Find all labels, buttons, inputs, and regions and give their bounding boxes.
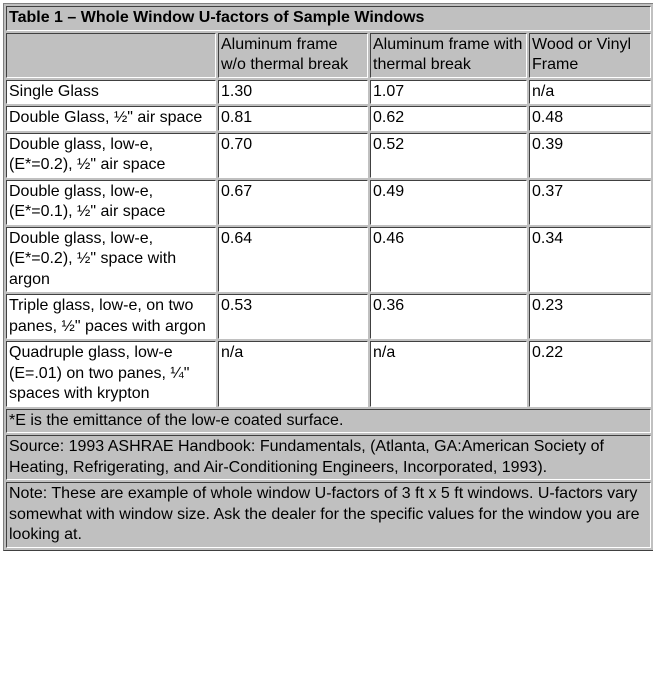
header-wood-vinyl: Wood or Vinyl Frame (529, 33, 651, 78)
table-row (6, 106, 651, 131)
note-row (6, 482, 651, 548)
row-label: Triple glass, low-e, on two panes, ½" paces with argon (6, 294, 216, 339)
table-row (6, 341, 651, 407)
source-row (6, 435, 651, 480)
value-cell: 0.39 (529, 133, 651, 178)
row-label: Double glass, low-e, (E*=0.2), ½" space with argon (6, 227, 216, 293)
source-citation: Source: 1993 ASHRAE Handbook: Fundamentals, (Atlanta, GA:American Society of Heating, Refrigerating, and Air-Conditioning Engineers, Incorporated, 1993). (6, 435, 651, 480)
value-cell: n/a (218, 341, 368, 407)
table-row (6, 133, 651, 178)
header-row (6, 33, 651, 78)
row-label: Double glass, low-e, (E*=0.1), ½" air space (6, 180, 216, 225)
table-title: Table 1 – Whole Window U-factors of Sample Windows (6, 6, 651, 31)
value-cell: 0.36 (370, 294, 527, 339)
u-factor-table (3, 3, 653, 551)
value-cell: n/a (529, 80, 651, 105)
title-row (6, 6, 651, 31)
table-row (6, 180, 651, 225)
header-aluminum-with-break: Aluminum frame with thermal break (370, 33, 527, 78)
value-cell: 0.48 (529, 106, 651, 131)
value-cell: 0.46 (370, 227, 527, 293)
value-cell: n/a (370, 341, 527, 407)
value-cell: 0.49 (370, 180, 527, 225)
value-cell: 0.70 (218, 133, 368, 178)
value-cell: 0.23 (529, 294, 651, 339)
row-label: Double Glass, ½" air space (6, 106, 216, 131)
value-cell: 0.62 (370, 106, 527, 131)
value-cell: 1.30 (218, 80, 368, 105)
value-cell: 0.52 (370, 133, 527, 178)
value-cell: 0.37 (529, 180, 651, 225)
footnote-row (6, 409, 651, 434)
value-cell: 0.22 (529, 341, 651, 407)
header-cell-empty (6, 33, 216, 78)
value-cell: 1.07 (370, 80, 527, 105)
value-cell: 0.67 (218, 180, 368, 225)
value-cell: 0.81 (218, 106, 368, 131)
row-label: Single Glass (6, 80, 216, 105)
note-text: Note: These are example of whole window U-factors of 3 ft x 5 ft windows. U-factors vary somewhat with window size. Ask the dealer for the specific values for the window you are looking at. (6, 482, 651, 548)
footnote: *E is the emittance of the low-e coated surface. (6, 409, 651, 434)
table-row (6, 294, 651, 339)
value-cell: 0.34 (529, 227, 651, 293)
value-cell: 0.64 (218, 227, 368, 293)
row-label: Quadruple glass, low-e (E=.01) on two panes, ¼" spaces with krypton (6, 341, 216, 407)
value-cell: 0.53 (218, 294, 368, 339)
table-row (6, 80, 651, 105)
table-row (6, 227, 651, 293)
header-aluminum-no-break: Aluminum frame w/o thermal break (218, 33, 368, 78)
row-label: Double glass, low-e, (E*=0.2), ½" air space (6, 133, 216, 178)
